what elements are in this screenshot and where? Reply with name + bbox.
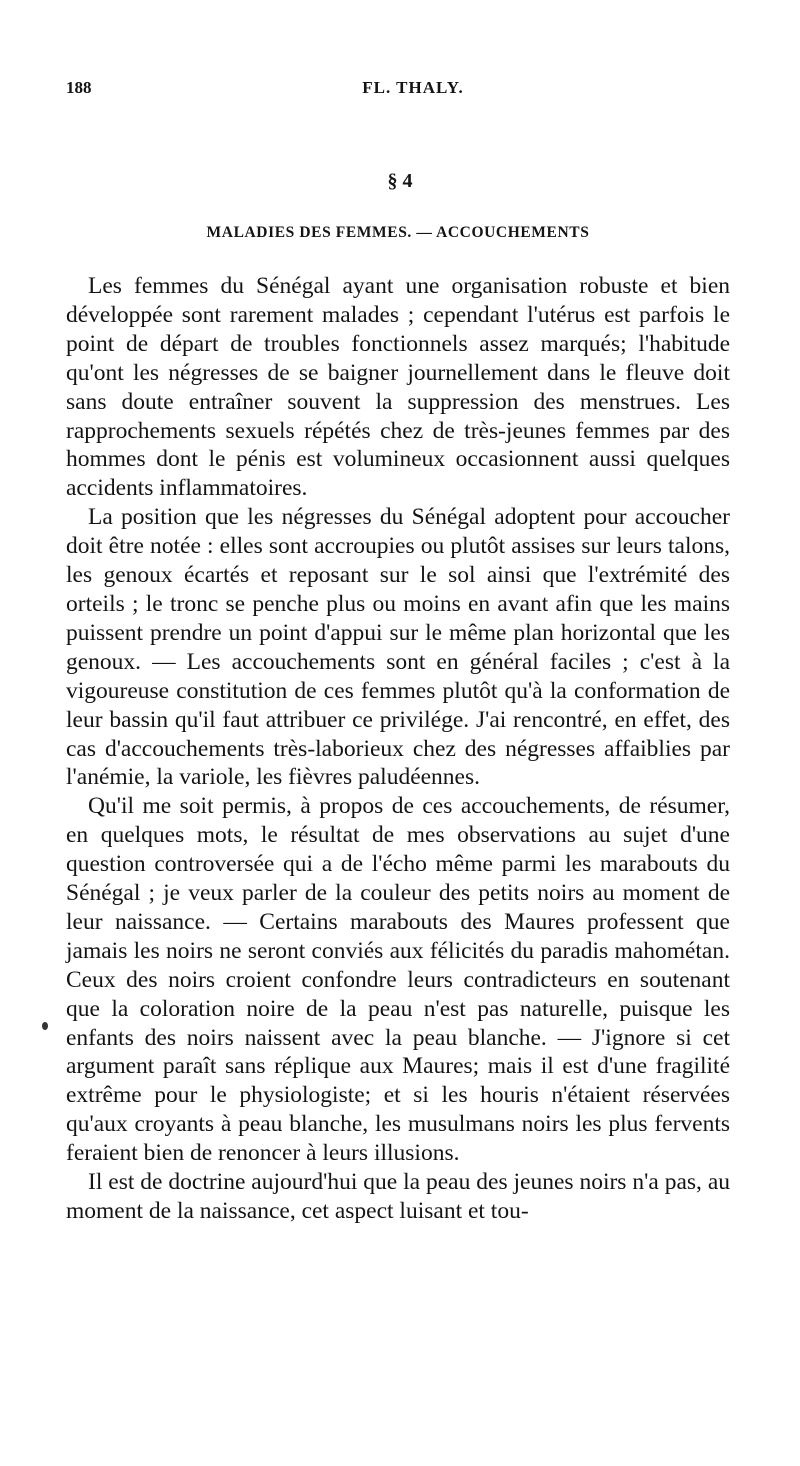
paragraph: Il est de doctrine aujourd'hui que la peau des jeunes noirs n'a pas, au moment de la naissance, cet aspect luisant et tou- xyxy=(66,1169,730,1224)
running-title: FL. THALY. xyxy=(362,78,464,97)
body-text xyxy=(66,272,730,1226)
running-head xyxy=(66,78,730,104)
paragraph: Les femmes du Sénégal ayant une organisation robuste et bien développée sont rarement malades ; cependant l'utérus est parfois le point de départ de troubles fonctionnels assez marqués; l'habitude qu'ont les négresses de se baigner journellement dans le fleuve doit sans doute entraîner souvent la suppression des menstrues. Les rapprochements sexuels répétés chez de très-jeunes femmes par des hommes dont le pénis est volumineux occasionnent aussi quelques accidents inflammatoires. xyxy=(66,273,730,502)
paragraph: La position que les négresses du Sénégal adoptent pour accoucher doit être notée : elles sont accroupies ou plutôt assises sur leurs talons, les genoux écartés et reposant sur le sol ainsi que l'extrémité des orteils ; le tronc se penche plus ou moins en avant afin que les mains puissent prendre un point d'appui sur le même plan horizontal que les genoux. — Les accouchements sont en général faciles ; c'est à la vigoureuse constitution de ces femmes plutôt qu'à la conformation de leur bassin qu'il faut attribuer ce privilége. J'ai rencontré, en effet, des cas d'accouchements très-laborieux chez des négresses affaiblies par l'anémie, la variole, les fièvres paludéennes. xyxy=(66,504,730,791)
ink-mark xyxy=(42,1022,48,1030)
section-number: § 4 xyxy=(387,170,413,192)
page-number: 188 xyxy=(66,78,92,97)
section-heading: MALADIES DES FEMMES. — ACCOUCHEMENTS xyxy=(206,224,590,241)
paragraph: Qu'il me soit permis, à propos de ces accouchements, de résumer, en quelques mots, le résultat de mes observations au sujet d'une question controversée qui a de l'écho même parmi les marabouts du Sénégal ; je veux parler de la couleur des petits noirs au moment de leur naissance. — Certains marabouts des Maures professent que jamais les noirs ne seront conviés aux félicités du paradis mahométan. Ceux des noirs croient confondre leurs contradicteurs en soutenant que la coloration noire de la peau n'est pas naturelle, puisque les enfants des noirs naissent avec la peau blanche. — J'ignore si cet argument paraît sans réplique aux Maures; mais il est d'une fragilité extrême pour le physiologiste; et si les houris n'étaient réservées qu'aux croyants à peau blanche, les musulmans noirs les plus fervents feraient bien de renoncer à leurs illusions. xyxy=(66,793,730,1167)
